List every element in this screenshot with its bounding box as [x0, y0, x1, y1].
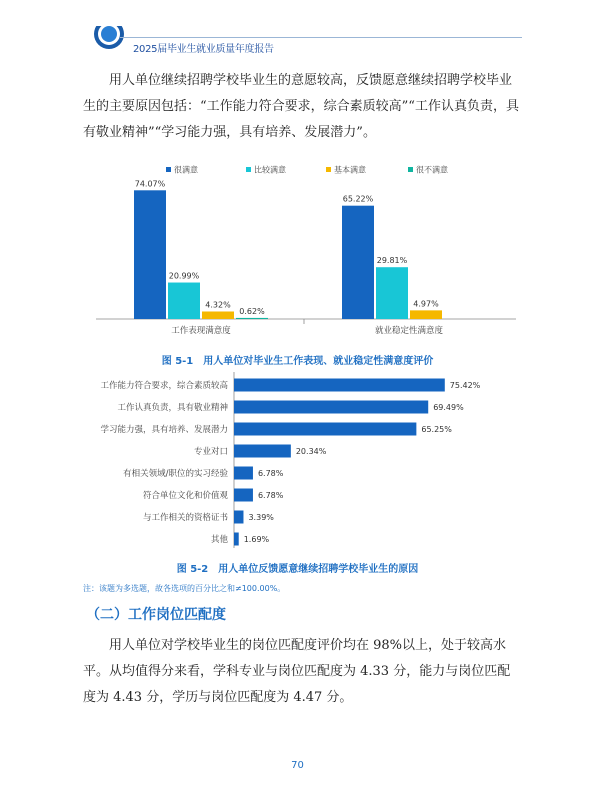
legend-swatch — [326, 167, 331, 172]
data-label: 20.99% — [168, 271, 200, 281]
match-paragraph: 用人单位对学校毕业生的岗位匹配度评价均在 98%以上，处于较高水平。从均值得分来看，学科专业与岗位匹配度为 4.33 分，能力与岗位匹配度为 4.43 分，学历与岗位匹配度为 4.47 分。 — [83, 638, 511, 705]
legend-label: 比较满意 — [254, 165, 286, 175]
multi-select-note: 注：该题为多选题，故各选项的百分比之和≠100.00%。 — [83, 584, 286, 593]
category-label: 与工作相关的资格证书 — [142, 513, 228, 523]
category-label: 有相关领域/职位的实习经验 — [123, 469, 228, 479]
legend-label: 很满意 — [174, 165, 198, 175]
data-label: 74.07% — [134, 179, 166, 189]
header-rule — [120, 37, 522, 38]
category-label: 就业稳定性满意度 — [374, 326, 444, 336]
page-header — [0, 0, 595, 60]
data-label: 20.34% — [295, 447, 327, 456]
data-label: 65.22% — [342, 194, 374, 204]
bar — [410, 310, 442, 319]
satisfaction-bar-chart — [96, 162, 516, 342]
data-label: 4.97% — [413, 299, 439, 309]
data-label: 75.42% — [449, 381, 481, 390]
section-title: （二）工作岗位匹配度 — [86, 607, 226, 623]
data-label: 29.81% — [376, 256, 408, 266]
legend-label: 很不满意 — [416, 165, 448, 175]
legend-label: 基本满意 — [334, 165, 366, 175]
data-label: 65.25% — [421, 425, 452, 434]
data-label: 4.32% — [205, 300, 231, 310]
bar — [342, 206, 374, 319]
category-label: 工作表现满意度 — [171, 326, 231, 336]
category-label: 其他 — [210, 535, 228, 545]
category-label: 工作能力符合要求，综合素质较高 — [100, 381, 228, 391]
category-label: 学习能力强，具有培养、发展潜力 — [100, 425, 228, 435]
legend-swatch — [408, 167, 413, 172]
bar — [234, 533, 239, 546]
figure-5-2-caption: 图 5-2 用人单位反馈愿意继续招聘学校毕业生的原因 — [176, 564, 419, 575]
category-label: 工作认真负责，具有敬业精神 — [117, 403, 228, 413]
intro-paragraph: 用人单位继续招聘学校毕业生的意愿较高，反馈愿意继续招聘学校毕业生的主要原因包括：“工作能力符合要求，综合素质较高”“工作认真负责，具有敬业精神”“学习能力强，具有培养、发展潜力”。 — [83, 73, 519, 140]
legend-swatch — [166, 167, 171, 172]
data-label: 1.69% — [243, 535, 270, 544]
data-label: 3.39% — [248, 513, 274, 522]
bar — [234, 445, 291, 458]
category-label: 符合单位文化和价值观 — [142, 491, 228, 501]
header-title: 2025届毕业生就业质量年度报告 — [133, 44, 274, 55]
category-label: 专业对口 — [193, 447, 228, 457]
bar — [376, 267, 408, 319]
bar — [234, 379, 445, 392]
bar — [234, 489, 253, 502]
bar — [234, 511, 243, 524]
bar — [236, 318, 268, 319]
bar — [134, 190, 166, 319]
bar — [234, 423, 416, 436]
rehire-reasons-bar-chart — [60, 372, 530, 552]
bar — [202, 311, 234, 319]
bar — [234, 401, 428, 414]
page-number: 70 — [291, 760, 304, 771]
data-label: 6.78% — [257, 491, 284, 500]
legend-swatch — [246, 167, 251, 172]
figure-5-1-caption: 图 5-1 用人单位对毕业生工作表现、就业稳定性满意度评价 — [161, 356, 434, 367]
data-label: 69.49% — [433, 403, 464, 412]
data-label: 0.62% — [239, 306, 265, 316]
university-logo — [93, 26, 125, 52]
bar — [168, 283, 200, 319]
data-label: 6.78% — [257, 469, 284, 478]
bar — [234, 467, 253, 480]
